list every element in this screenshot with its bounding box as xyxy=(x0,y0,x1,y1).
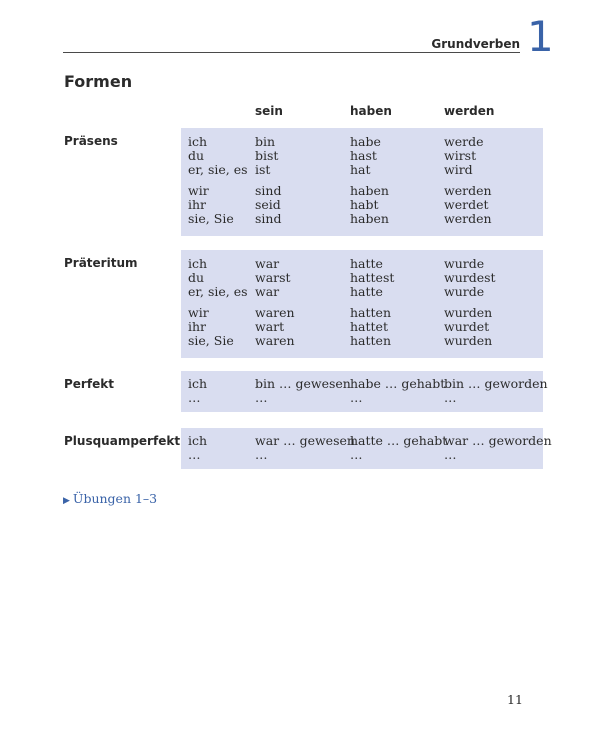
table-row xyxy=(181,448,543,462)
exercises-link[interactable] xyxy=(63,491,157,506)
sein-cell: war … gewesen xyxy=(255,433,355,448)
triangle-right-icon: ▶ xyxy=(63,496,70,506)
werden-cell: werde xyxy=(444,134,484,149)
table-row xyxy=(181,391,543,405)
werden-cell: war … geworden xyxy=(444,433,552,448)
page-number: 11 xyxy=(507,692,523,707)
conjugation-block-praeteritum xyxy=(181,250,543,358)
werden-cell: wurdet xyxy=(444,319,490,334)
column-header-werden: werden xyxy=(444,104,495,118)
sein-cell: warst xyxy=(255,270,291,285)
section-label-perfekt: Perfekt xyxy=(64,377,114,391)
sein-cell: war xyxy=(255,284,280,299)
werden-cell: bin … geworden xyxy=(444,376,548,391)
section-label-praeteritum: Präteritum xyxy=(64,256,138,270)
table-row xyxy=(181,149,543,163)
pronoun-cell: du xyxy=(188,270,205,285)
sein-cell: seid xyxy=(255,197,281,212)
werden-cell: wurden xyxy=(444,305,493,320)
table-row xyxy=(181,376,548,391)
werden-cell: werden xyxy=(444,211,492,226)
pronoun-cell: … xyxy=(188,447,201,462)
haben-cell: hast xyxy=(350,148,377,163)
pronoun-cell: sie, Sie xyxy=(188,333,234,348)
pronoun-cell: sie, Sie xyxy=(188,211,234,226)
haben-cell: haben xyxy=(350,211,389,226)
chapter-number: 1 xyxy=(527,12,554,61)
table-row xyxy=(181,320,543,334)
haben-cell: hattet xyxy=(350,319,388,334)
haben-cell: habe xyxy=(350,134,381,149)
column-header-sein: sein xyxy=(255,104,283,118)
sein-cell: … xyxy=(255,390,268,405)
conjugation-block-praesens xyxy=(181,128,543,236)
werden-cell: werdet xyxy=(444,197,489,212)
haben-cell: hattest xyxy=(350,270,395,285)
werden-cell: werden xyxy=(444,183,492,198)
pronoun-cell: … xyxy=(188,390,201,405)
sein-cell: waren xyxy=(255,333,295,348)
sein-cell: sind xyxy=(255,183,282,198)
table-row xyxy=(181,212,543,226)
page-title: Formen xyxy=(64,72,133,91)
pronoun-cell: ich xyxy=(188,433,208,448)
pronoun-cell: wir xyxy=(188,305,209,320)
haben-cell: hatten xyxy=(350,305,391,320)
conjugation-block-plusquamperfekt xyxy=(181,428,552,469)
conjugation-block-perfekt xyxy=(181,371,548,412)
haben-cell: haben xyxy=(350,183,389,198)
werden-cell: … xyxy=(444,390,457,405)
werden-cell: wurden xyxy=(444,333,493,348)
table-row xyxy=(181,184,543,198)
haben-cell: habt xyxy=(350,197,379,212)
sein-cell: … xyxy=(255,447,268,462)
haben-cell: hat xyxy=(350,162,371,177)
pronoun-cell: er, sie, es xyxy=(188,284,248,299)
table-row xyxy=(181,163,543,177)
werden-cell: wurde xyxy=(444,284,485,299)
table-row xyxy=(181,257,543,271)
pronoun-cell: ich xyxy=(188,256,208,271)
pronoun-cell: ihr xyxy=(188,197,207,212)
haben-cell: hatte xyxy=(350,284,383,299)
haben-cell: … xyxy=(350,447,363,462)
haben-cell: hatten xyxy=(350,333,391,348)
sein-cell: war xyxy=(255,256,280,271)
exercises-link-label: Übungen 1–3 xyxy=(72,491,158,506)
haben-cell: habe … gehabt xyxy=(350,376,446,391)
table-row xyxy=(181,334,543,348)
sein-cell: sind xyxy=(255,211,282,226)
sein-cell: bin xyxy=(255,134,276,149)
section-label-praesens: Präsens xyxy=(64,134,118,148)
werden-cell: wurde xyxy=(444,256,485,271)
table-row xyxy=(181,271,543,285)
pronoun-cell: wir xyxy=(188,183,209,198)
haben-cell: … xyxy=(350,390,363,405)
table-row xyxy=(181,285,543,299)
column-header-haben: haben xyxy=(350,104,392,118)
sein-cell: wart xyxy=(255,319,285,334)
haben-cell: hatte xyxy=(350,256,383,271)
werden-cell: wurdest xyxy=(444,270,496,285)
header-rule xyxy=(63,52,520,53)
sein-cell: bist xyxy=(255,148,279,163)
pronoun-cell: ihr xyxy=(188,319,207,334)
section-label-plusquamperfekt: Plusquamperfekt xyxy=(64,434,181,448)
werden-cell: wird xyxy=(444,162,473,177)
haben-cell: hatte … gehabt xyxy=(350,433,448,448)
sein-cell: ist xyxy=(255,162,271,177)
table-row xyxy=(181,306,543,320)
table-row xyxy=(181,198,543,212)
pronoun-cell: er, sie, es xyxy=(188,162,248,177)
pronoun-cell: du xyxy=(188,148,205,163)
werden-cell: wirst xyxy=(444,148,477,163)
pronoun-cell: ich xyxy=(188,134,208,149)
sein-cell: bin … gewesen xyxy=(255,376,351,391)
sein-cell: waren xyxy=(255,305,295,320)
werden-cell: … xyxy=(444,447,457,462)
pronoun-cell: ich xyxy=(188,376,208,391)
table-row xyxy=(181,433,552,448)
chapter-title: Grundverben xyxy=(431,37,520,51)
table-row xyxy=(181,135,543,149)
